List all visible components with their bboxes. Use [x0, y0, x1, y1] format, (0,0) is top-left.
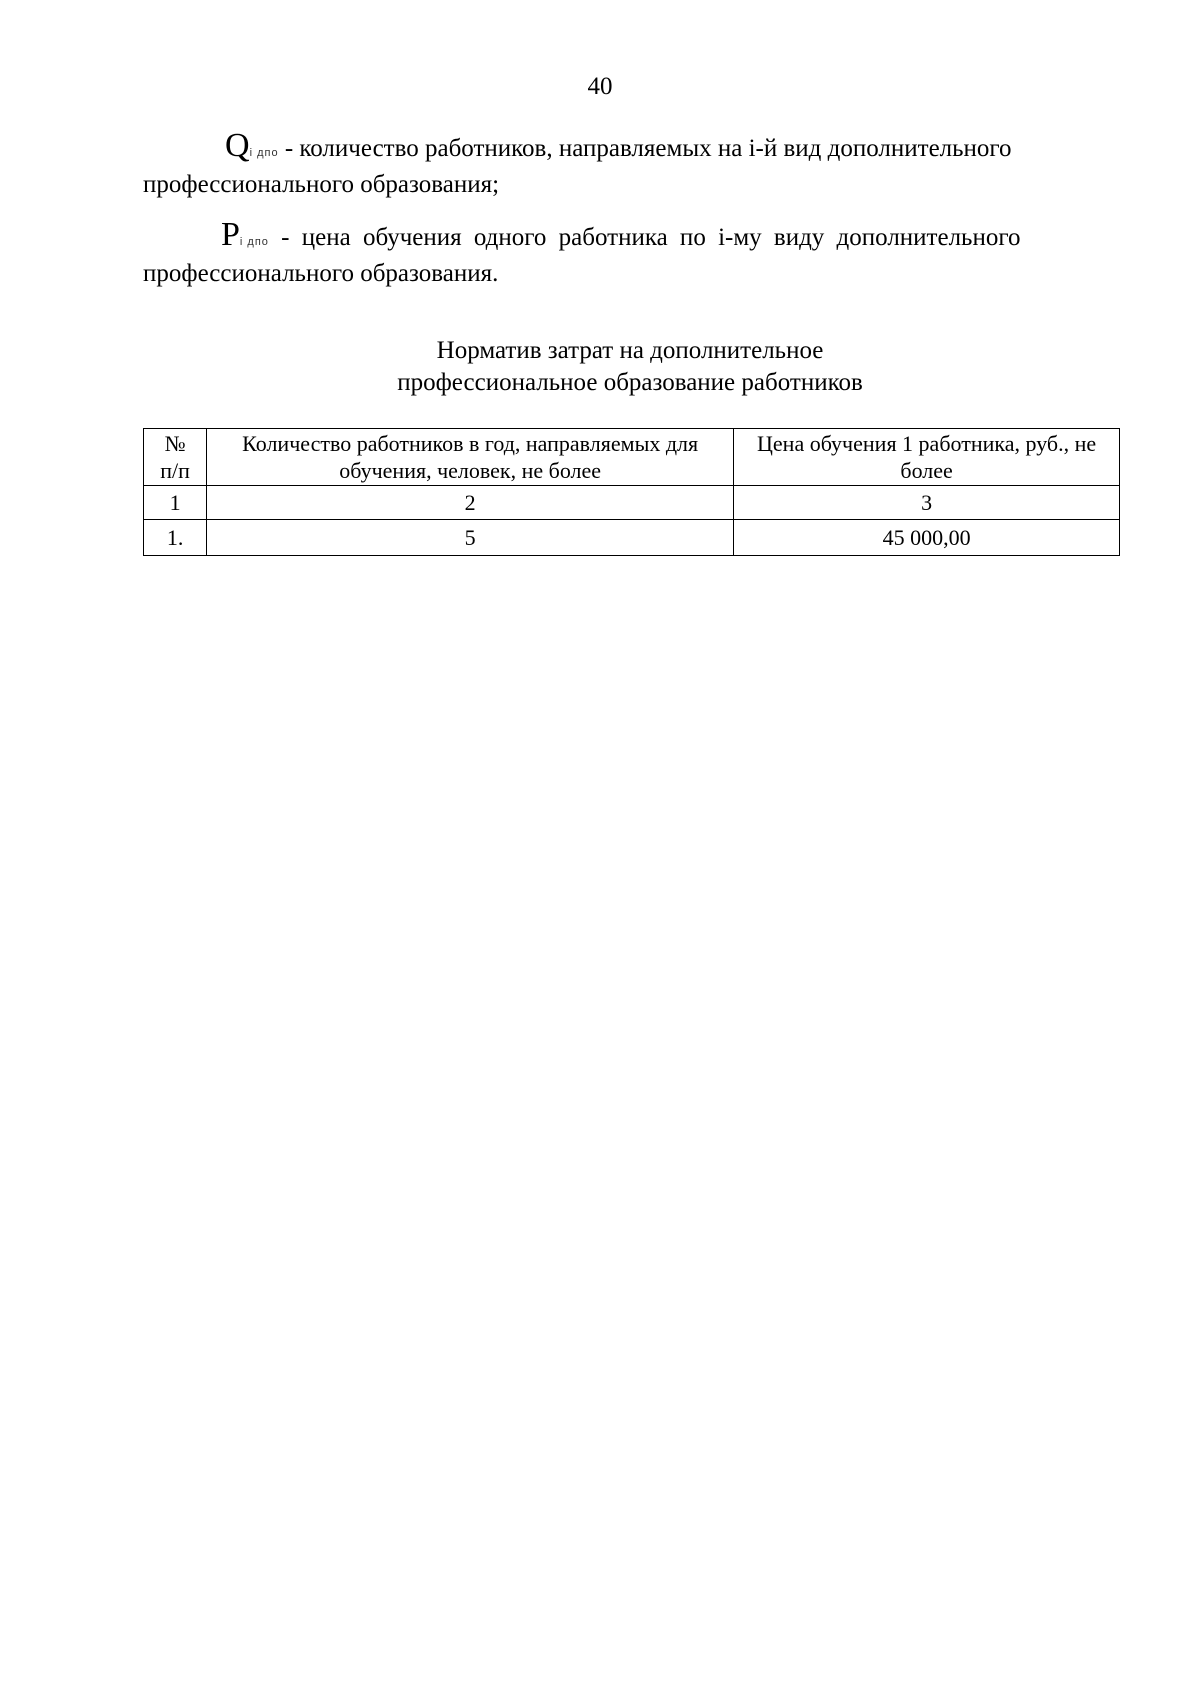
table-heading-line1: Норматив затрат на дополнительное [436, 337, 824, 364]
table-heading [0, 335, 1200, 399]
table-row [144, 520, 1120, 556]
row-num-cell: 1. [144, 520, 207, 556]
definition-q [143, 127, 1120, 201]
header-count-label: Количество работников в год, направляемых для обучения, человек, не более [242, 431, 699, 483]
formula-symbol-q [225, 127, 279, 169]
row-count-cell: 5 [207, 520, 734, 556]
definition-q-text: - количество работников, направляемых на і-й вид дополнительного [278, 135, 1012, 162]
table-index-row [144, 486, 1120, 520]
definition-p-text-cont: профессионального образования. [143, 260, 499, 287]
symbol-q-subscript: i дпо [249, 147, 279, 159]
symbol-p-subscript: i дпо [239, 236, 269, 248]
definition-p [143, 216, 1120, 290]
header-price [734, 429, 1120, 486]
header-num-label: № п/п [160, 431, 190, 483]
header-num [144, 429, 207, 486]
index-cell: 3 [734, 486, 1120, 520]
definition-q-text-cont: профессионального образования; [143, 171, 500, 198]
table-header-row [144, 429, 1120, 486]
symbol-q-main: Q [225, 127, 250, 164]
page-number: 40 [587, 73, 613, 100]
index-cell: 2 [207, 486, 734, 520]
table-heading-line2: профессиональное образование работников [397, 369, 863, 396]
cost-norm-table [143, 428, 1120, 556]
row-price-cell: 45 000,00 [734, 520, 1120, 556]
header-price-label: Цена обучения 1 работника, руб., не более [757, 431, 1097, 483]
formula-symbol-p [221, 216, 269, 258]
header-count [207, 429, 734, 486]
index-cell: 1 [144, 486, 207, 520]
definition-p-text: - цена обучения одного работника по і-му виду дополнительного [268, 224, 1021, 251]
symbol-p-main: P [221, 216, 240, 253]
